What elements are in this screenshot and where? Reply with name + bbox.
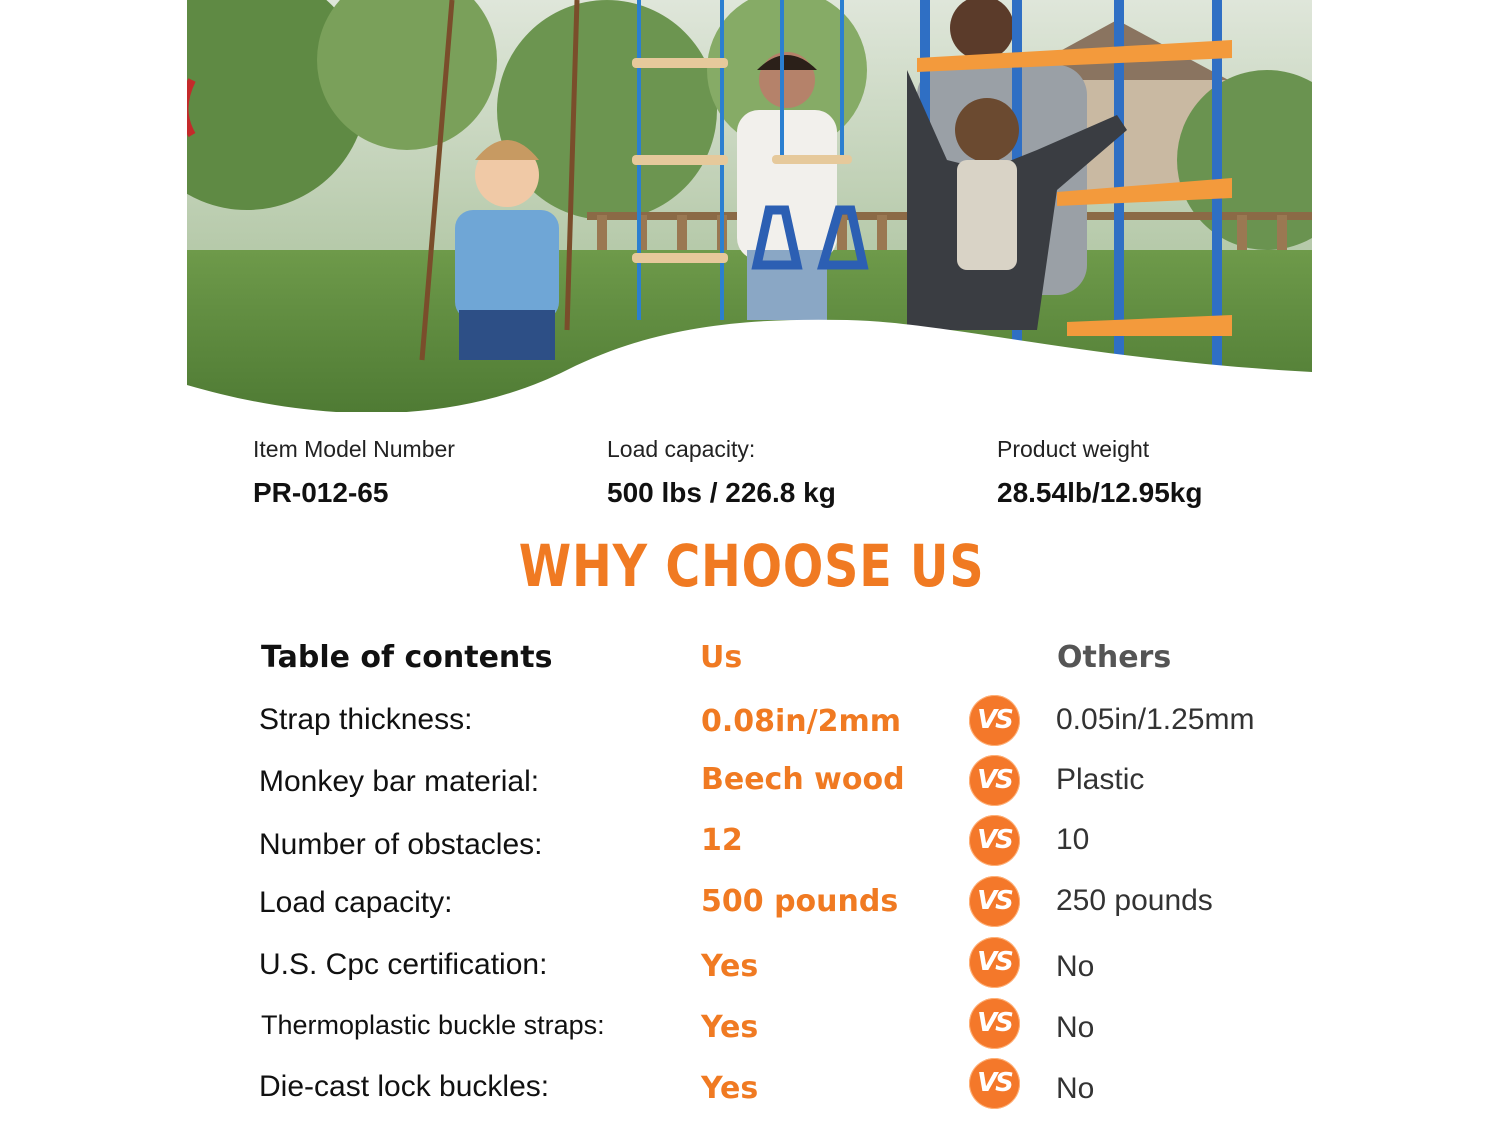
spec-value: 28.54lb/12.95kg xyxy=(997,477,1203,508)
row-other-value: No xyxy=(1056,1072,1095,1105)
comparison-row-monkey-bar-material xyxy=(0,762,1500,822)
vs-icon: VS xyxy=(969,937,1020,988)
vs-icon: VS xyxy=(969,876,1020,927)
spec-label: Product weight xyxy=(997,436,1150,462)
row-label: Die-cast lock buckles: xyxy=(259,1070,550,1103)
spec-model-number xyxy=(253,436,455,509)
spec-value: 500 lbs / 226.8 kg xyxy=(607,477,836,508)
row-label: U.S. Cpc certification: xyxy=(259,948,548,981)
row-us-value: Beech wood xyxy=(701,762,905,797)
spec-label: Item Model Number xyxy=(253,436,455,462)
row-other-value: Plastic xyxy=(1056,763,1145,796)
row-us-value: Yes xyxy=(701,1071,759,1106)
comparison-row-load-capacity xyxy=(0,884,1500,944)
row-us-value: Yes xyxy=(701,949,759,984)
column-header-us: Us xyxy=(700,640,743,675)
section-heading: WHY CHOOSE US xyxy=(518,532,985,600)
comparison-row-cpc-certification xyxy=(0,947,1500,1007)
row-other-value: No xyxy=(1056,950,1095,983)
row-label: Strap thickness: xyxy=(259,703,473,736)
vs-icon: VS xyxy=(969,998,1020,1049)
row-us-value: 500 pounds xyxy=(701,884,899,919)
vs-icon: VS xyxy=(969,815,1020,866)
row-us-value: Yes xyxy=(701,1010,759,1045)
row-other-value: 10 xyxy=(1056,823,1090,856)
vs-icon: VS xyxy=(969,1058,1020,1109)
spec-label: Load capacity: xyxy=(607,436,756,462)
row-us-value: 12 xyxy=(701,823,743,858)
row-label: Thermoplastic buckle straps: xyxy=(261,1010,605,1040)
comparison-row-number-of-obstacles xyxy=(0,825,1500,885)
row-us-value: 0.08in/2mm xyxy=(701,704,902,739)
family-playground-illustration xyxy=(187,0,1312,412)
row-other-value: 0.05in/1.25mm xyxy=(1056,703,1255,736)
column-header-contents: Table of contents xyxy=(261,640,553,675)
spec-product-weight xyxy=(997,436,1202,509)
comparison-row-strap-thickness xyxy=(0,700,1500,760)
row-other-value: No xyxy=(1056,1011,1095,1044)
row-label: Number of obstacles: xyxy=(259,828,543,861)
hero-photo xyxy=(187,0,1312,412)
row-label: Monkey bar material: xyxy=(259,765,540,798)
comparison-row-buckle-straps xyxy=(0,1008,1500,1068)
spec-load-capacity xyxy=(607,436,836,509)
vs-icon: VS xyxy=(969,755,1020,806)
vs-icon: VS xyxy=(969,695,1020,746)
spec-value: PR-012-65 xyxy=(253,477,389,508)
row-label: Load capacity: xyxy=(259,886,453,919)
comparison-row-lock-buckles xyxy=(0,1068,1500,1125)
row-other-value: 250 pounds xyxy=(1056,884,1213,917)
column-header-others: Others xyxy=(1057,640,1172,675)
